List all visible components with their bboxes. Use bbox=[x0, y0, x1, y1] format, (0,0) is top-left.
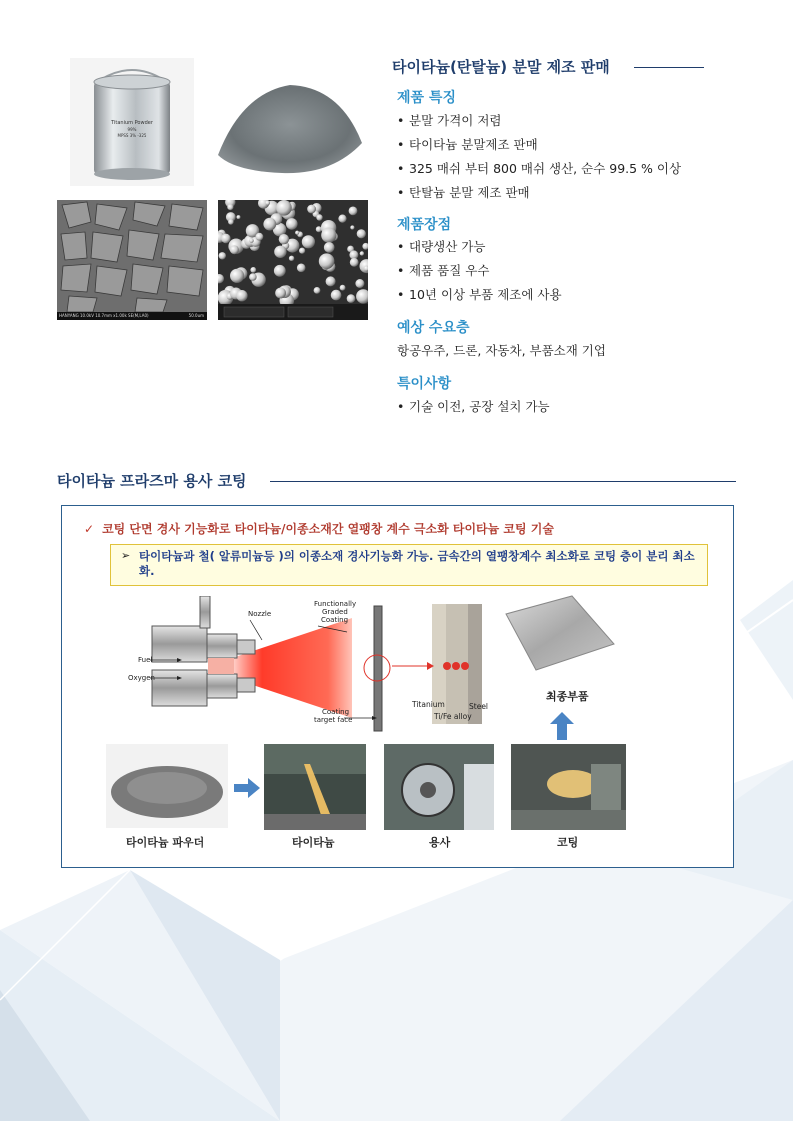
label-target-1: Coating bbox=[322, 708, 350, 716]
check-mark-icon: ✓ bbox=[84, 522, 95, 536]
label-nozzle: Nozzle bbox=[248, 610, 272, 618]
label-oxygen: Oxygen bbox=[128, 674, 155, 682]
powder-pile-image bbox=[212, 63, 368, 181]
notes-heading: 특이사항 bbox=[397, 376, 452, 392]
step-label-powder: 타이타늄 파우더 bbox=[126, 836, 205, 849]
demand-text: 항공우주, 드론, 자동차, 부품소재 기업 bbox=[397, 343, 606, 358]
label-target-2: target face bbox=[314, 716, 353, 724]
label-alloy: Ti/Fe alloy bbox=[434, 712, 472, 721]
arrow-bullet-icon: ➢ bbox=[121, 549, 131, 562]
right-arrow-icon bbox=[234, 778, 260, 798]
coating-process-image bbox=[511, 744, 626, 830]
feature-item-mesh: • 325 매쉬 부터 800 매쉬 생산, 순수 99.5 % 이상 bbox=[397, 161, 682, 176]
label-titanium: Titanium bbox=[412, 700, 445, 709]
step-label-spray: 용사 bbox=[429, 836, 451, 849]
label-fuel: Fuel bbox=[138, 656, 153, 664]
feature-item-price: • 분말 가격이 저렴 bbox=[397, 113, 502, 128]
label-fgc-1: Functionally bbox=[314, 600, 357, 608]
step-label-titanium: 타이타늄 bbox=[292, 836, 335, 849]
coating-detail-box bbox=[110, 544, 708, 586]
can-label-line2: 99% bbox=[127, 127, 137, 132]
step-label-coating: 코팅 bbox=[557, 836, 579, 849]
advantages-heading: 제품장점 bbox=[397, 217, 452, 233]
coating-panel bbox=[61, 505, 734, 868]
sem-micrograph-irregular-image bbox=[57, 200, 207, 320]
features-heading: 제품 특징 bbox=[397, 90, 456, 106]
plasma-spray-diagram bbox=[122, 596, 562, 736]
titanium-powder-can-image bbox=[70, 58, 194, 186]
coating-title-rule bbox=[270, 481, 736, 482]
advantage-item-quality: • 제품 품질 우수 bbox=[397, 263, 490, 278]
feature-item-manufacture: • 타이타늄 분말제조 판매 bbox=[397, 137, 538, 152]
sem-micrograph-spherical-image bbox=[218, 200, 368, 320]
label-fgc-3: Coating bbox=[321, 616, 349, 624]
title-rule bbox=[634, 67, 704, 68]
titanium-torch-image bbox=[264, 744, 366, 830]
up-arrow-icon bbox=[550, 712, 574, 740]
coating-section-title: 타이타늄 프라즈마 용사 코팅 bbox=[57, 472, 247, 490]
label-steel: Steel bbox=[469, 702, 489, 711]
sem1-scale: 50.0um bbox=[188, 313, 204, 318]
label-fgc-2: Graded bbox=[322, 608, 348, 616]
can-label-line3: MPSS 3% -325 bbox=[117, 133, 147, 138]
thermal-spray-image bbox=[384, 744, 494, 830]
feature-item-tantalum: • 탄탈늄 분말 제조 판매 bbox=[397, 185, 530, 200]
coating-summary: ✓ 코팅 단면 경사 기능화로 타이타늄/이종소재간 열팽창 계수 극소화 타이타늄 코팅 기술 bbox=[84, 522, 554, 536]
product-title: 타이타늄(탄탈늄) 분말 제조 판매 bbox=[392, 58, 610, 76]
final-part-label: 최종부품 bbox=[546, 690, 589, 703]
demand-heading: 예상 수요층 bbox=[397, 320, 470, 336]
sem1-caption: HANYANG 10.0kV 10.7mm x1.00k SE(M,LA0) bbox=[59, 313, 149, 318]
titanium-powder-image bbox=[106, 744, 228, 828]
note-item-transfer: • 기술 이전, 공장 설치 가능 bbox=[397, 399, 550, 414]
coating-detail-text: 타이타늄과 철( 알류미늄등 )의 이종소재 경사기능화 가능. 금속간의 열팽창계수 최소화로 코팅 층이 분리 최소화. bbox=[139, 549, 695, 578]
final-part-image bbox=[502, 594, 617, 674]
can-label-line1: Titanium Powder bbox=[111, 120, 153, 126]
advantage-item-mass: • 대량생산 가능 bbox=[397, 239, 486, 254]
advantage-item-years: • 10년 이상 부품 제조에 사용 bbox=[397, 287, 562, 302]
